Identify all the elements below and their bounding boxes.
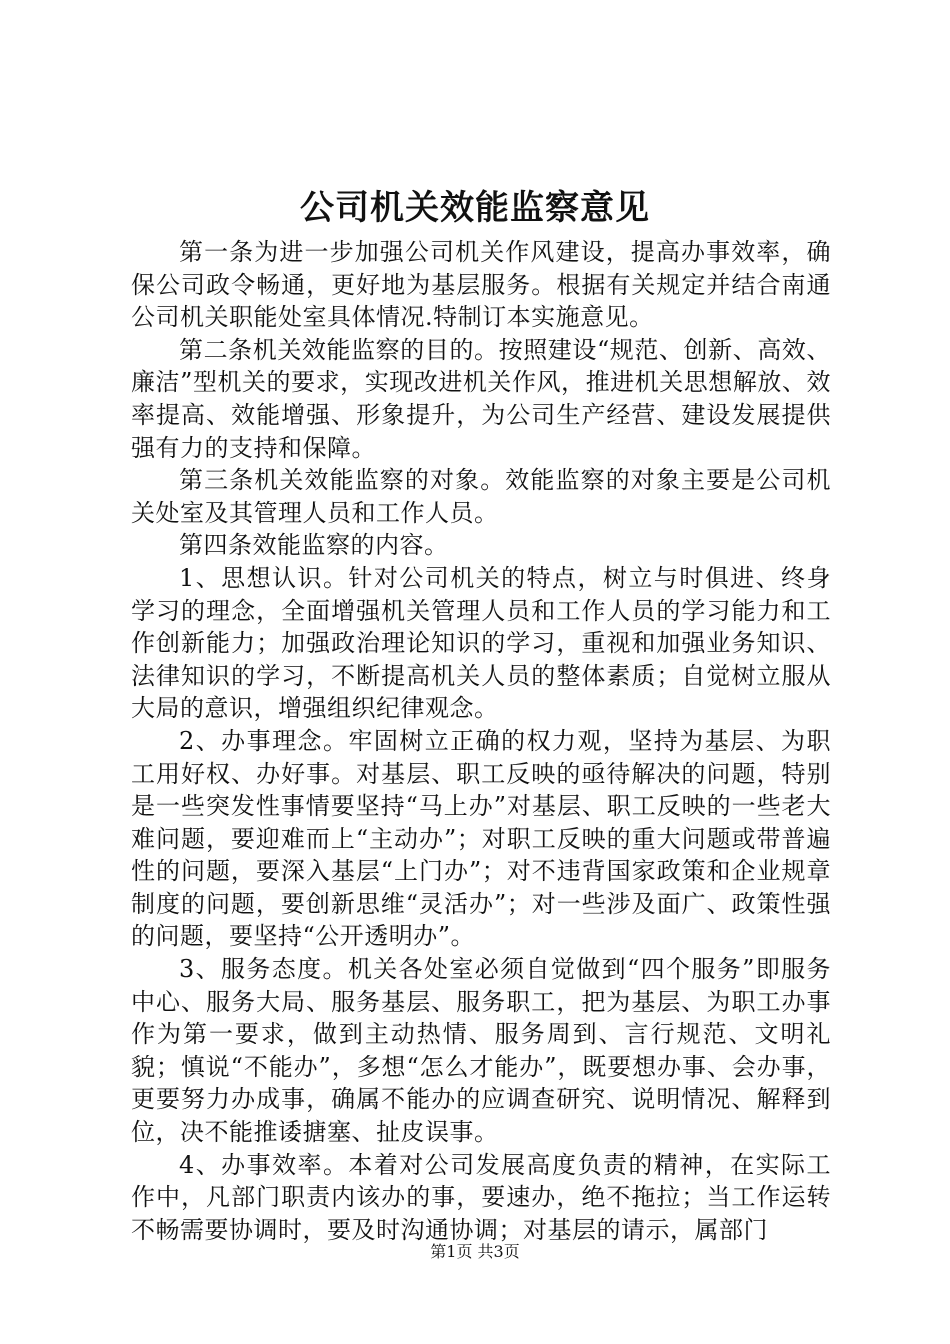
- page-number-footer: 第1页 共3页: [430, 1242, 520, 1261]
- paragraph-item-2: 2、办事理念。牢固树立正确的权力观，坚持为基层、为职工用好权、办好事。对基层、职工反映的亟待解决的问题，特别是一些突发性事情要坚持“马上办”对基层、职工反映的一些老大难问题，要迎难而上“主动办”；对职工反映的重大问题或带普遍性的问题，要深入基层“上门办”；对不违背国家政策和企业规章制度的问题，要创新思维“灵活办”；对一些涉及面广、政策性强的问题，要坚持“公开透明办”。: [131, 726, 831, 951]
- paragraph-article-3: 第三条机关效能监察的对象。效能监察的对象主要是公司机关处室及其管理人员和工作人员。: [131, 466, 831, 527]
- paragraph-item-1: 1、思想认识。针对公司机关的特点，树立与时俱进、终身学习的理念，全面增强机关管理人员和工作人员的学习能力和工作创新能力；加强政治理论知识的学习，重视和加强业务知识、法律知识的学习，不断提高机关人员的整体素质；自觉树立服从大局的意识，增强组织纪律观念。: [131, 563, 831, 723]
- paragraph-item-3: 3、服务态度。机关各处室必须自觉做到“四个服务”即服务中心、服务大局、服务基层、服务职工，把为基层、为职工办事作为第一要求，做到主动热情、服务周到、言行规范、文明礼貌；慎说“不能办”，多想“怎么才能办”，既要想办事、会办事，更要努力办成事，确属不能办的应调查研究、说明情况、解释到位，决不能推诿搪塞、扯皮误事。: [131, 955, 831, 1147]
- document-body: [131, 236, 831, 1246]
- document-title: 公司机关效能监察意见: [300, 188, 650, 228]
- paragraph-article-1: 第一条为进一步加强公司机关作风建设，提高办事效率，确保公司政令畅通，更好地为基层服务。根据有关规定并结合南通公司机关职能处室具体情况.特制订本实施意见。: [131, 238, 831, 332]
- paragraph-item-4: 4、办事效率。本着对公司发展高度负责的精神，在实际工作中，凡部门职责内该办的事，要速办，绝不拖拉；当工作运转不畅需要协调时，要及时沟通协调；对基层的请示，属部门: [131, 1150, 831, 1244]
- paragraph-article-4: 第四条效能监察的内容。: [179, 531, 449, 560]
- paragraph-article-2: 第二条机关效能监察的目的。按照建设“规范、创新、高效、廉洁”型机关的要求，实现改进机关作风，推进机关思想解放、效率提高、效能增强、形象提升，为公司生产经营、建设发展提供强有力的支持和保障。: [131, 335, 831, 462]
